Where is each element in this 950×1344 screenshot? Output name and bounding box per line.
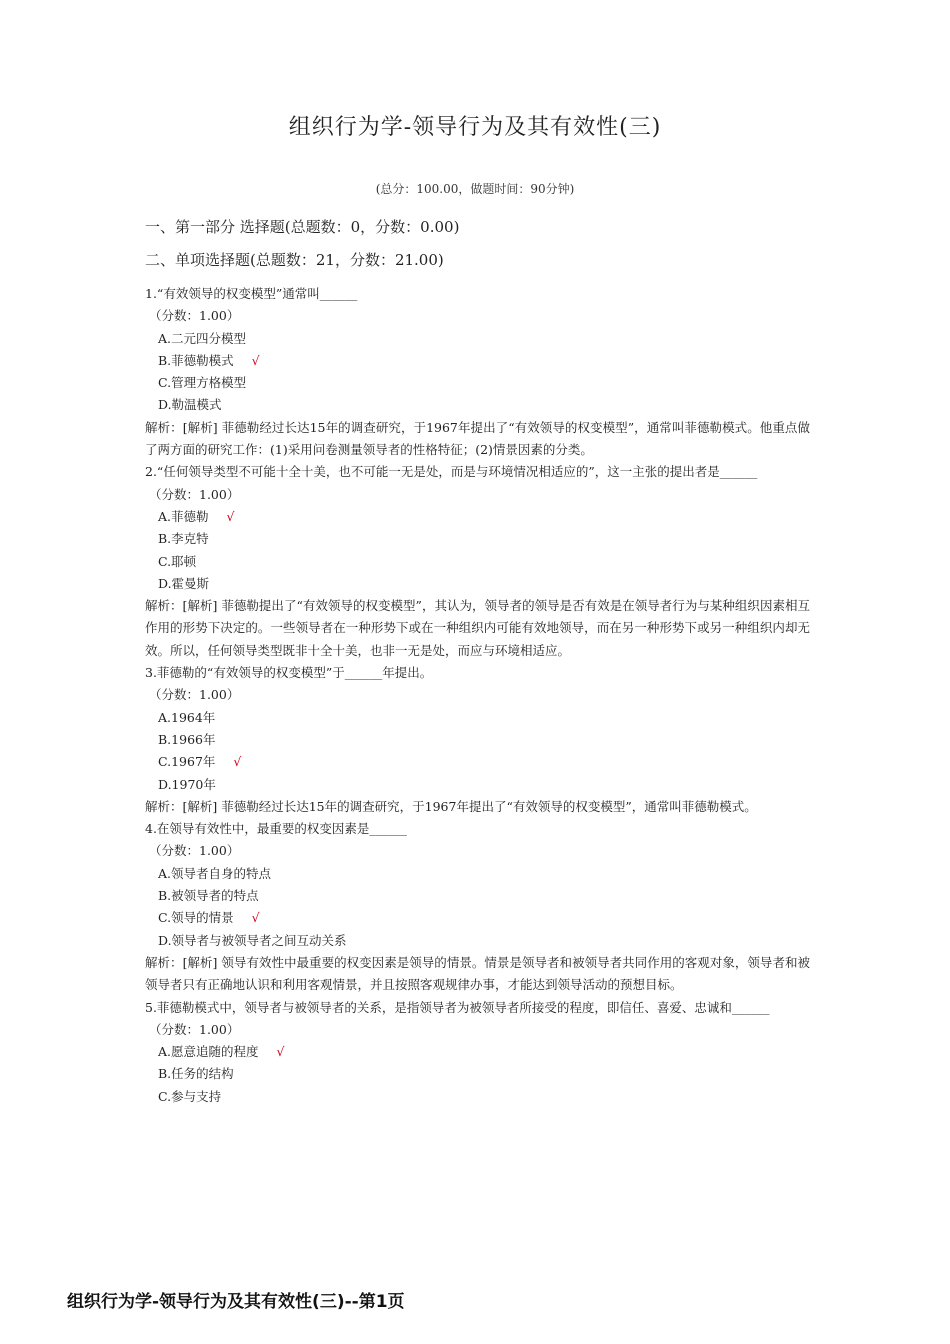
answer-option <box>145 528 810 550</box>
answer-option-label: C.领导的情景 <box>158 910 234 926</box>
correct-check-icon: √ <box>276 1044 285 1060</box>
section-heading-single-choice: 二、单项选择题(总题数：21，分数：21.00) <box>145 251 444 269</box>
question-score: （分数：1.00） <box>149 308 240 324</box>
question-list <box>145 283 810 1108</box>
question-block <box>145 461 810 662</box>
answer-option-label: A.1964年 <box>158 709 216 725</box>
question-block <box>145 662 810 818</box>
document-title: 组织行为学-领导行为及其有效性(三) <box>288 115 662 140</box>
answer-option <box>145 394 810 416</box>
answer-option <box>145 573 810 595</box>
correct-check-icon: √ <box>251 910 260 926</box>
question-stem: 3.菲德勒的“有效领导的权变模型”于______年提出。 <box>145 665 433 681</box>
correct-check-icon: √ <box>233 754 242 770</box>
answer-option <box>145 930 810 952</box>
answer-option <box>145 707 810 729</box>
question-stem: 5.菲德勒模式中，领导者与被领导者的关系，是指领导者为被领导者所接受的程度，即信任、喜爱、忠诚和______ <box>145 999 770 1015</box>
question-score: （分数：1.00） <box>149 687 240 703</box>
answer-option <box>145 551 810 573</box>
answer-option-label: A.菲德勒 <box>158 508 209 524</box>
question-score: （分数：1.00） <box>149 843 240 859</box>
section-heading-part1: 一、第一部分 选择题(总题数：0，分数：0.00) <box>145 218 460 236</box>
answer-option-label: D.勒温模式 <box>158 397 222 413</box>
exam-meta: (总分：100.00，做题时间：90分钟) <box>375 182 575 196</box>
answer-option <box>145 774 810 796</box>
correct-check-icon: √ <box>226 508 235 524</box>
question-score: （分数：1.00） <box>149 486 240 502</box>
answer-option-label: D.1970年 <box>158 776 216 792</box>
answer-option <box>145 1086 810 1108</box>
answer-option <box>145 350 810 372</box>
answer-analysis: 解析：[解析] 菲德勒经过长达15年的调查研究，于1967年提出了“有效领导的权变模型”，通常叫菲德勒模式。 <box>145 798 757 814</box>
answer-option-label: B.李克特 <box>158 531 209 547</box>
correct-check-icon: √ <box>251 352 260 368</box>
answer-option <box>145 907 810 929</box>
answer-option-label: C.1967年 <box>158 754 216 770</box>
answer-option <box>145 885 810 907</box>
answer-option-label: A.二元四分模型 <box>158 330 247 346</box>
answer-option-label: C.参与支持 <box>158 1088 222 1104</box>
answer-option <box>145 1063 810 1085</box>
answer-option <box>145 1041 810 1063</box>
answer-option <box>145 729 810 751</box>
answer-option-label: D.霍曼斯 <box>158 575 210 591</box>
answer-option-label: A.领导者自身的特点 <box>158 865 272 881</box>
answer-option-label: A.愿意追随的程度 <box>158 1044 259 1060</box>
answer-option-label: D.领导者与被领导者之间互动关系 <box>158 932 347 948</box>
answer-analysis: 解析：[解析] 领导有效性中最重要的权变因素是领导的情景。情景是领导者和被领导者共同作用的客观对象，领导者和被领导者只有正确地认识和利用客观情景，并且按照客观规律办事，才能达到领导活动的预想目标。 <box>145 954 810 993</box>
answer-option-label: B.任务的结构 <box>158 1066 234 1082</box>
answer-option <box>145 328 810 350</box>
answer-option <box>145 372 810 394</box>
answer-analysis: 解析：[解析] 菲德勒经过长达15年的调查研究，于1967年提出了“有效领导的权变模型”，通常叫菲德勒模式。他重点做了两方面的研究工作：(1)采用问卷测量领导者的性格特征；(2)情景因素的分类。 <box>145 419 810 458</box>
answer-option-label: B.菲德勒模式 <box>158 352 234 368</box>
answer-option <box>145 751 810 773</box>
question-score: （分数：1.00） <box>149 1021 240 1037</box>
question-stem: 2.“任何领导类型不可能十全十美，也不可能一无是处，而是与环境情况相适应的”，这一主张的提出者是______ <box>145 464 758 480</box>
answer-option <box>145 863 810 885</box>
answer-option-label: B.1966年 <box>158 731 216 747</box>
answer-option-label: C.耶顿 <box>158 553 197 569</box>
answer-option-label: B.被领导者的特点 <box>158 888 259 904</box>
page-footer: 组织行为学-领导行为及其有效性(三)--第1页 <box>67 1292 405 1312</box>
answer-option-label: C.管理方格模型 <box>158 375 247 391</box>
question-stem: 4.在领导有效性中，最重要的权变因素是______ <box>145 821 407 837</box>
question-stem: 1.“有效领导的权变模型”通常叫______ <box>145 286 358 301</box>
answer-analysis: 解析：[解析] 菲德勒提出了“有效领导的权变模型”，其认为，领导者的领导是否有效是在领导者行为与某种组织因素相互作用的形势下决定的。一些领导者在一种形势下或在一种组织内可能有效地领导，而在另一种形势下或另一种组织内却无效。所以，任何领导类型既非十全十美，也非一无是处，而应与环境相适应。 <box>145 598 810 658</box>
question-block <box>145 997 810 1108</box>
answer-option <box>145 506 810 528</box>
question-block <box>145 818 810 996</box>
question-block <box>145 283 810 461</box>
